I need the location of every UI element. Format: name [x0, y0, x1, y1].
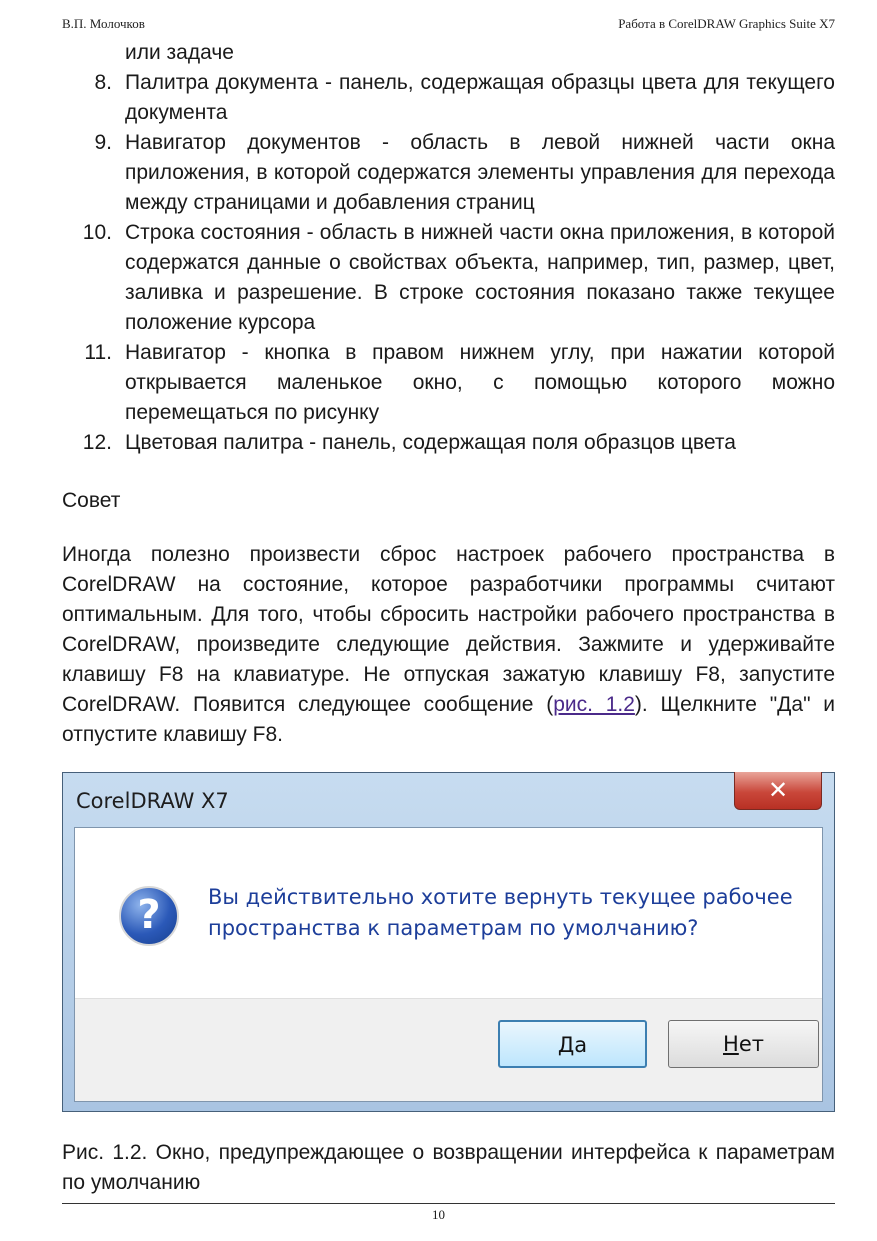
- list-continuation: или задаче: [125, 41, 234, 64]
- list-item-text: Строка состояния - область в нижней части окна приложения, в которой содержатся данные о свойствах объекта, например, тип, размер, цвет, заливка и разрешение. В строке состояния показано также текущее положение курсора: [125, 221, 835, 334]
- tip-body: [62, 540, 835, 750]
- close-icon: ✕: [767, 776, 789, 804]
- list-item: [62, 128, 835, 218]
- dialog-message-line: пространства к параметрам по умолчанию?: [208, 916, 699, 940]
- list-item: [62, 428, 835, 458]
- list-item-number: 8.: [94, 71, 112, 94]
- question-icon: [119, 886, 179, 946]
- list-item-number: 10.: [82, 221, 112, 244]
- list-item-number: 11.: [84, 341, 112, 364]
- dialog-message-line: Вы действительно хотите вернуть текущее рабочее: [208, 885, 793, 909]
- list-item-text: Цветовая палитра - панель, содержащая поля образцов цвета: [125, 431, 736, 454]
- dialog-client-area: [74, 827, 823, 1102]
- list-item-text: Навигатор - кнопка в правом нижнем углу, при нажатии которой открывается маленькое окно, с помощью которого можно перемещаться по рисунку: [125, 341, 835, 424]
- list-item-number: 9.: [94, 131, 112, 154]
- list-item: [62, 68, 835, 128]
- dialog-title: CorelDRAW X7: [76, 789, 229, 813]
- numbered-list: [62, 38, 835, 458]
- close-button[interactable]: [734, 772, 822, 810]
- no-mnemonic: Н: [723, 1032, 739, 1056]
- no-label-rest: ет: [738, 1032, 764, 1056]
- running-header: [62, 16, 835, 36]
- tip-text-after-link: ). Щелкните "Да" и отпустите клавишу F8.: [62, 693, 835, 746]
- figure-caption: Рис. 1.2. Окно, предупреждающее о возвращении интерфейса к параметрам по умолчанию: [62, 1141, 835, 1194]
- list-item: [62, 338, 835, 428]
- question-mark-glyph: ?: [137, 892, 161, 938]
- tip-title: Совет: [62, 489, 121, 512]
- footer-rule: [62, 1203, 835, 1204]
- list-item-number: 12.: [82, 431, 112, 454]
- tip-text-before-link: Иногда полезно произвести сброс настроек рабочего пространства в CorelDRAW на состояние, которое разработчики программы считают оптимальным. Для того, чтобы сбросить настройки рабочего пространства в CorelDRAW, произведите следующие действия. Зажмите и удерживайте клавишу F8 на клавиатуре. Не отпуская зажатую клавишу F8, запустите CorelDRAW. Появится следующее сообщение (: [62, 543, 835, 716]
- dialog-screenshot: [62, 772, 835, 1112]
- page-number: 10: [432, 1207, 445, 1222]
- yes-mnemonic: Д: [557, 1033, 575, 1057]
- no-button[interactable]: [668, 1020, 819, 1068]
- yes-button[interactable]: [498, 1020, 647, 1068]
- list-item-text: Навигатор документов - область в левой нижней части окна приложения, в которой содержатся элементы управления для перехода между страницами и добавления страниц: [125, 131, 835, 214]
- header-book-title: Работа в CorelDRAW Graphics Suite X7: [618, 16, 835, 31]
- yes-label-rest: а: [574, 1033, 588, 1057]
- dialog-message-area: [75, 828, 822, 999]
- dialog-message: [208, 882, 793, 944]
- figure-link[interactable]: рис. 1.2: [553, 693, 635, 716]
- list-item-text: Палитра документа - панель, содержащая образцы цвета для текущего документа: [125, 71, 835, 124]
- header-author: В.П. Молочков: [62, 16, 145, 31]
- list-item: [62, 218, 835, 338]
